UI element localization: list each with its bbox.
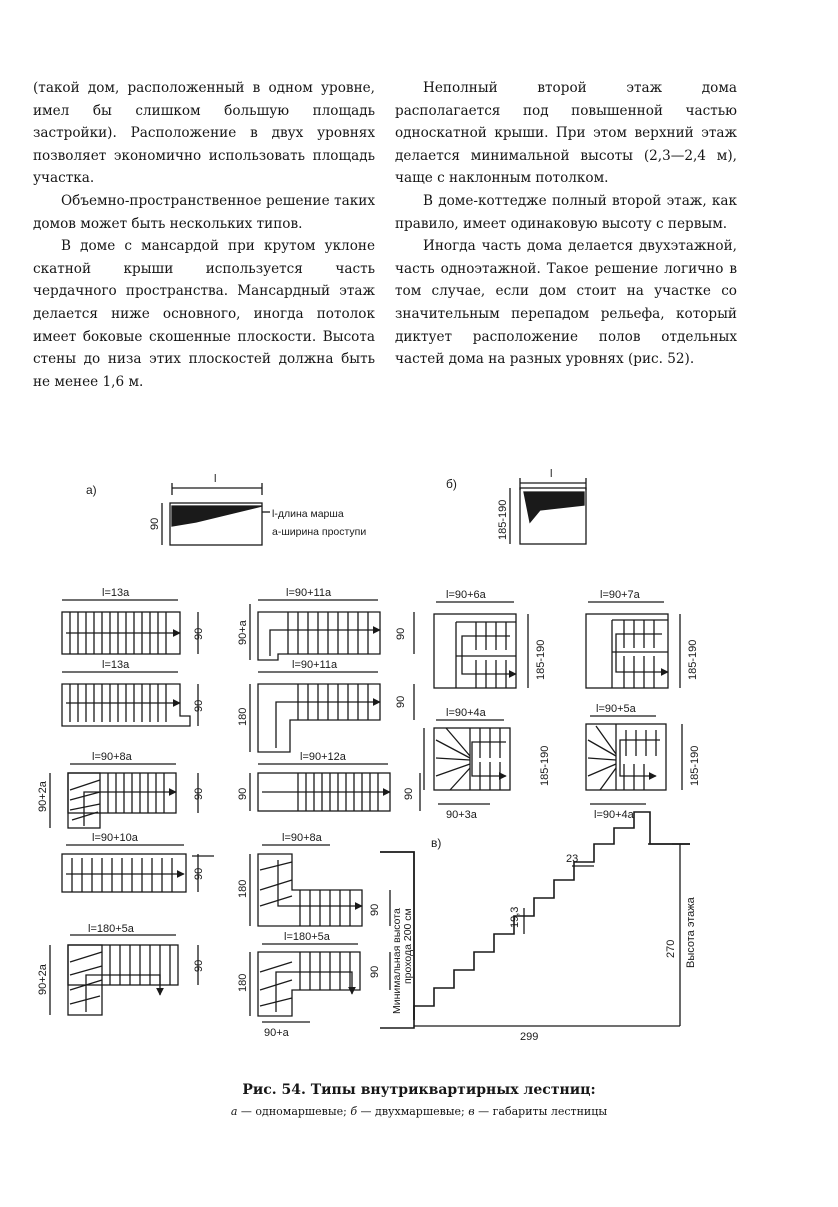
height-label: Высота этажа: [685, 897, 697, 968]
dim-label: l=90+8а: [282, 832, 322, 844]
min-height-label: прохода 200 см: [402, 908, 414, 984]
key-diagram-a: [162, 483, 270, 545]
dim-label: 90+2а: [37, 964, 49, 995]
dim-label: 185-190: [689, 745, 701, 786]
stair-plan-t1: [434, 602, 528, 688]
paragraph: Объемно-пространственное решение таких домов может быть нескольких типов.: [33, 192, 375, 232]
figure-caption-legend: [0, 1105, 838, 1118]
dim-label: 90: [193, 787, 205, 800]
legend-key: в: [468, 1105, 475, 1118]
dim-label: 90: [193, 699, 205, 712]
section-b-label: б): [446, 477, 457, 491]
stair-plan-a5: [50, 935, 198, 1015]
dim-label: 90+а: [237, 620, 249, 645]
key-note-length: l-длина марша: [272, 508, 344, 520]
legend-text: — габариты лестницы: [474, 1105, 608, 1118]
right-text-column: [395, 77, 737, 371]
stair-plan-c2: [250, 672, 414, 752]
stair-plan-a1: [62, 600, 198, 654]
dim-label: 185-190: [535, 639, 547, 680]
dim-label: 90+3а: [446, 809, 477, 821]
left-text-column: [33, 77, 375, 393]
dim-label: l=180+5а: [284, 931, 330, 943]
dim-label: l=90+6а: [446, 589, 486, 601]
key-b-height: 185-190: [497, 499, 509, 540]
height-dim: 270: [665, 939, 677, 958]
key-note-width: а-ширина проступи: [272, 526, 367, 538]
section-v-label: в): [431, 836, 442, 850]
key-diagram-b: [510, 478, 586, 544]
dim-label: l=13а: [102, 659, 130, 671]
dim-label: l=90+11а: [292, 659, 338, 671]
key-a-length: l: [214, 473, 217, 485]
paragraph: (такой дом, расположенный в одном уровне, имел бы слишком большую площадь застройки). Расположение в двух уровнях позволяет экономично использовать площадь участка.: [33, 80, 375, 187]
dim-label: 90: [395, 627, 407, 640]
dim-label: l=90+7а: [600, 589, 640, 601]
dim-label: 90: [369, 903, 381, 916]
paragraph: Неполный второй этаж дома располагается под повышенной частью односкатной крыши. При этом верхний этаж делается минимальной высоты (2,3—2,4 м), чаще с наклонным потолком.: [395, 80, 737, 187]
stair-plan-t3: [424, 720, 510, 804]
dim-label: l=90+10а: [92, 832, 138, 844]
min-height-label: Минимальная высота: [391, 908, 403, 1014]
dim-label: 90: [403, 787, 415, 800]
key-b-length: l: [550, 468, 553, 480]
dim-label: 90: [237, 787, 249, 800]
dim-label: 90: [395, 695, 407, 708]
stair-plan-a2: [62, 672, 198, 726]
key-a-height: 90: [149, 517, 161, 530]
stair-plan-t2: [586, 602, 680, 688]
dim-label: l=90+5а: [596, 703, 636, 715]
paragraph: В доме-коттедже полный второй этаж, как правило, имеет одинаковую высоту с первым.: [395, 192, 737, 232]
dim-label: 90: [193, 627, 205, 640]
dim-label: 90: [193, 959, 205, 972]
dim-label: 180: [237, 879, 249, 898]
paragraph: В доме с мансардой при крутом уклоне скатной крыши используется часть чердачного пространства. Мансардный этаж делается ниже основного, иногда потолок имеет боковые скошенные плоскости. Высота стены до низа этих плоскостей должна быть не менее 1,6 м.: [33, 238, 375, 390]
dim-label: 90: [193, 867, 205, 880]
dim-label: l=90+4а: [446, 707, 486, 719]
dim-label: 185-190: [539, 745, 551, 786]
stair-plan-c1: [250, 600, 414, 660]
dim-label: 180: [237, 707, 249, 726]
dim-label: 180: [237, 973, 249, 992]
legend-text: — одномаршевые;: [237, 1105, 351, 1118]
section-a-label: а): [86, 483, 97, 497]
figure-caption-title: Рис. 54. Типы внутриквартирных лестниц:: [242, 1082, 596, 1098]
stair-plan-a4: [62, 845, 214, 892]
legend-text: — двухмаршевые;: [357, 1105, 469, 1118]
tread-dim: 23: [566, 853, 579, 865]
stair-plan-c3: [250, 764, 420, 811]
dim-label: l=90+8а: [92, 751, 132, 763]
stair-profile-diagram: [380, 812, 690, 1028]
dim-label: 185-190: [687, 639, 699, 680]
dim-label: l=90+11а: [286, 587, 332, 599]
dim-label: l=180+5а: [88, 923, 134, 935]
riser-dim: 19,3: [509, 906, 521, 928]
stair-plan-c5: [250, 944, 390, 1022]
dim-label: l=90+4а: [594, 809, 634, 821]
stair-plan-t4: [586, 716, 682, 804]
dim-label: 90+а: [264, 1027, 289, 1039]
stair-plan-a3: [50, 764, 198, 828]
dim-label: 90: [369, 965, 381, 978]
length-dim: 299: [520, 1031, 539, 1043]
legend-key: б: [350, 1105, 358, 1118]
stair-types-figure: [0, 455, 838, 1070]
legend-key: а: [230, 1105, 238, 1118]
dim-label: l=90+12а: [300, 751, 346, 763]
dim-label: 90+2а: [37, 781, 49, 812]
paragraph: Иногда часть дома делается двухэтажной, часть одноэтажной. Такое решение логично в том случае, если дом стоит на участке со значительным перепадом рельефа, который диктует расположение полов отдельных частей дома на разных уровнях (рис. 52).: [395, 238, 737, 368]
dim-label: l=13а: [102, 587, 130, 599]
